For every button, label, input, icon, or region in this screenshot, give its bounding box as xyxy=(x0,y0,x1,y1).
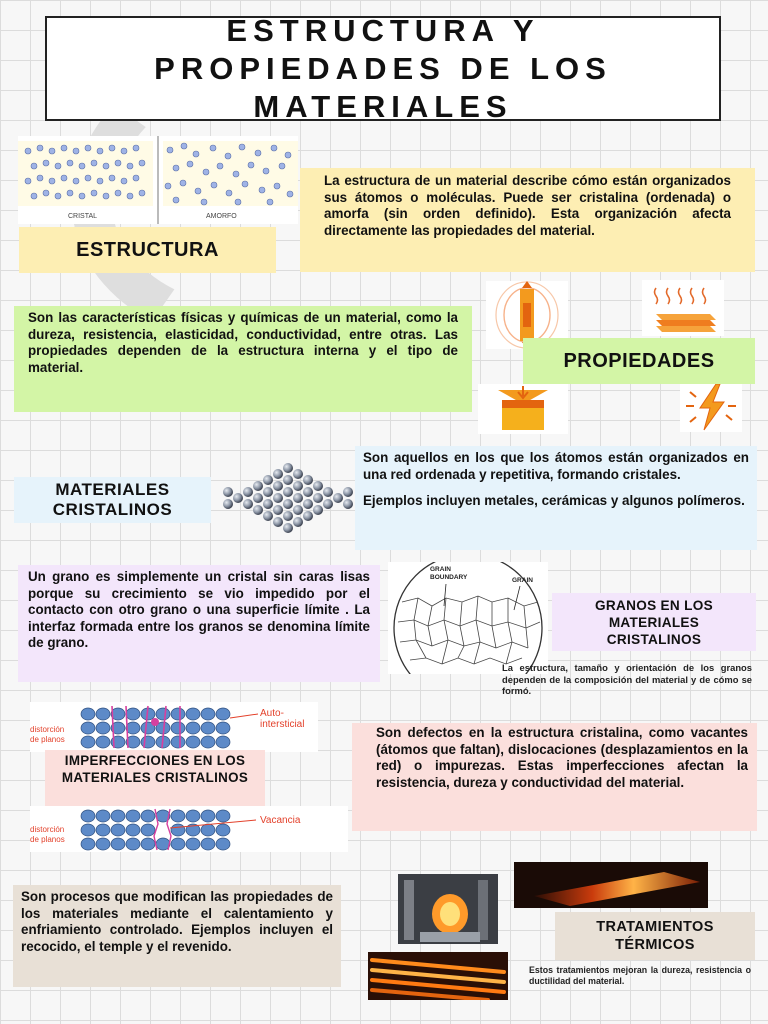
vacancy-label: Vacancia xyxy=(260,815,301,826)
properties-description xyxy=(14,306,472,412)
interstitial-side-label-1: distorción xyxy=(30,725,65,734)
compression-icon xyxy=(478,384,568,434)
imperfections-label-text: IMPERFECCIONES EN LOS MATERIALES CRISTALINOS xyxy=(61,753,249,785)
page-title xyxy=(45,12,721,124)
vacancy-side-label-2: de planos xyxy=(30,835,65,844)
crystalline-description xyxy=(355,446,757,550)
imperfections-description xyxy=(352,723,757,831)
grains-description-text: Un grano es simplemente un cristal sin caras lisas porque su crecimiento se vio impedido por el contacto con otro grano o una superficie límite . La interfaz formada entre los granos se denomina límite de grano. xyxy=(28,569,370,650)
grains-label-text: GRANOS EN LOS MATERIALES CRISTALINOS xyxy=(595,598,713,647)
crystalline-description-text2: Ejemplos incluyen metales, cerámicas y algunos polímeros. xyxy=(363,493,745,508)
caption-amorfo: AMORFO xyxy=(206,213,237,220)
lightning-icon xyxy=(680,382,742,432)
caption-cristal: CRISTAL xyxy=(68,213,98,220)
grain-boundary-label-1: GRAIN xyxy=(430,566,451,573)
properties-label xyxy=(523,338,755,384)
properties-label-text: PROPIEDADES xyxy=(563,349,715,372)
structure-description-text: La estructura de un material describe cómo están organizados sus átomos o moléculas. Puede ser cristalina (ordenada) o amorfa (sin orden definido). Esta organización afecta directamente las propiedades del material. xyxy=(324,173,731,238)
hot-bars-photo xyxy=(368,952,508,1000)
vacancy-diagram xyxy=(30,806,348,852)
properties-description-text: Son las características físicas y químicas de un material, como la dureza, resistencia, elasticidad, conductividad, entre otras. Las propiedades dependen de la estructura interna y el tipo de material. xyxy=(28,310,458,375)
grains-description xyxy=(18,565,380,682)
interstitial-label-1: Auto- xyxy=(260,708,284,719)
title-line-3: MATERIALES xyxy=(253,88,513,124)
thermal-description-text: Son procesos que modifican las propiedades de los materiales mediante el calentamiento y enfriamiento controlado. Ejemplos incluyen el recocido, el temple y el revenido. xyxy=(21,889,333,954)
thermal-caption-text: Estos tratamientos mejoran la dureza, resistencia o ductilidad del material. xyxy=(529,965,751,986)
furnace-photo xyxy=(398,874,498,944)
crystalline-label-line1: MATERIALES xyxy=(55,480,170,499)
thermal-label-text: TRATAMIENTOS TÉRMICOS xyxy=(596,919,714,953)
crystal-lattice-image xyxy=(220,462,356,536)
interstitial-label-2: intersticial xyxy=(260,719,305,730)
crystalline-description-text1: Son aquellos en los que los átomos están organizados en una red ordenada y repetitiva, formando cristales. xyxy=(363,450,749,482)
crystalline-label xyxy=(14,477,211,523)
thermal-caption xyxy=(529,965,751,1001)
grains-caption-text: La estructura, tamaño y orientación de los granos dependen de la composición del material y de cómo se formó. xyxy=(502,662,752,696)
imperfections-description-text: Son defectos en la estructura cristalina, como vacantes (átomos que faltan), dislocaciones (desplazamientos en la red) o impurezas. Estas imperfecciones afectan la resistencia, dureza y conductividad del material. xyxy=(376,725,748,790)
thermal-label xyxy=(555,912,755,960)
grains-label xyxy=(552,593,756,651)
grain-boundary-label-2: BOUNDARY xyxy=(430,574,468,581)
imperfections-label xyxy=(45,750,265,806)
crystalline-label-line2: CRISTALINOS xyxy=(52,500,173,519)
vacancy-side-label-1: distorción xyxy=(30,825,65,834)
structure-label xyxy=(19,227,276,273)
grain-boundary-diagram xyxy=(388,562,548,674)
interstitial-diagram xyxy=(30,702,318,752)
structure-label-text: ESTRUCTURA xyxy=(76,238,219,261)
grains-caption xyxy=(502,662,752,698)
hot-plate-photo xyxy=(514,862,708,908)
title-line-1: ESTRUCTURA Y xyxy=(226,12,540,48)
grain-label: GRAIN xyxy=(512,577,533,584)
interstitial-side-label-2: de planos xyxy=(30,735,65,744)
crystal-amorphous-image xyxy=(18,136,298,224)
title-line-2: PROPIEDADES DE LOS xyxy=(154,50,612,86)
structure-description xyxy=(300,168,755,272)
heat-layers-icon xyxy=(642,280,724,336)
thermal-description xyxy=(13,885,341,987)
